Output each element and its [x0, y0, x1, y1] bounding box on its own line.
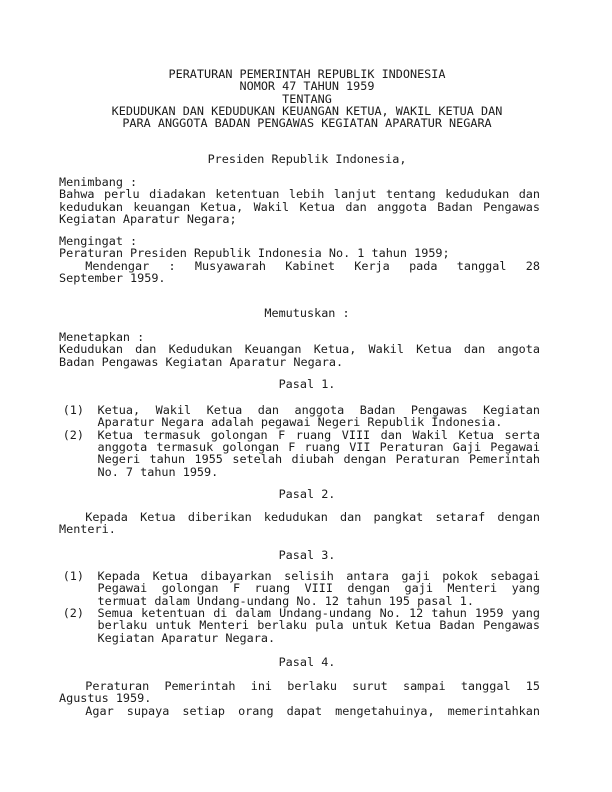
pasal-3-heading	[0, 549, 612, 561]
pasal-3-body	[59, 570, 540, 644]
item-number: (1)	[62, 569, 85, 583]
menetapkan-section	[59, 331, 540, 368]
menimbang-section	[59, 176, 540, 225]
mengingat-line: September 1959.	[59, 270, 166, 285]
paragraph-line: Kepada Ketua diberikan kedudukan dan pangkat setaraf dengan	[85, 510, 540, 524]
item-line: Ketua, Wakil Ketua dan anggota Badan Pengawas Kegiatan	[97, 403, 540, 417]
paragraph-line: Agar supaya setiap orang dapat mengetahuinya, memerintahkan	[85, 703, 540, 718]
item-line: Kegiatan Aparatur Negara.	[97, 630, 276, 645]
menetapkan-line: Badan Pengawas Kegiatan Aparatur Negara.	[59, 354, 344, 369]
title-line-1: PERATURAN PEMERINTAH REPUBLIK INDONESIA	[168, 67, 446, 81]
mengingat-section	[59, 235, 540, 284]
paragraph-line: Peraturan Pemerintah ini berlaku surut sampai tanggal 15	[85, 679, 540, 693]
menimbang-line: Bahwa perlu diadakan ketentuan lebih lanjut tentang kedudukan dan	[59, 187, 540, 202]
item-number: (1)	[62, 403, 85, 417]
pasal-2-heading	[0, 488, 612, 500]
menetapkan-line: Kedudukan dan Kedudukan Keuangan Ketua, Wakil Ketua dan angota	[59, 342, 540, 357]
item-line: Semua ketentuan di dalam Undang-undang No. 12 tahun 1959 yang	[97, 605, 540, 620]
item-line: Negeri tahun 1955 setelah diubah dengan Peraturan Pemerintah	[97, 452, 540, 467]
pasal-4-heading-line: Pasal 4.	[278, 655, 336, 669]
pasal-1-heading	[0, 378, 612, 390]
item-number: (2)	[62, 427, 85, 442]
menimbang-label: Menimbang :	[59, 175, 138, 189]
mengingat-line: Peraturan Presiden Republik Indonesia No. 1 tahun 1959;	[59, 246, 450, 261]
paragraph-line: Agustus 1959.	[59, 691, 152, 706]
paragraph-line: Menteri.	[59, 522, 116, 537]
salutation-line: Presiden Republik Indonesia,	[207, 152, 407, 166]
menetapkan-label: Menetapkan :	[59, 330, 145, 344]
title-line-3: TENTANG	[282, 91, 332, 106]
list-item	[62, 427, 541, 479]
item-line: Ketua termasuk golongan F ruang VIII dan Wakil Ketua serta	[97, 427, 540, 442]
pasal-4-body	[59, 680, 540, 717]
item-line: Aparatur Negara adalah pegawai Negeri Republik Indonesia.	[97, 415, 503, 430]
title-line-4: KEDUDUKAN DAN KEDUDUKAN KEUANGAN KETUA, WAKIL KETUA DAN	[111, 103, 503, 118]
doc-title	[0, 68, 612, 130]
menimbang-line: kedudukan keuangan Ketua, Wakil Ketua dan anggota Badan Pengawas	[59, 199, 540, 214]
item-line: Pegawai golongan F ruang VIII dengan gaji Menteri yang	[97, 581, 540, 596]
mengingat-label: Mengingat :	[59, 234, 138, 248]
list-item	[62, 403, 541, 430]
item-line: berlaku untuk Menteri berlaku pula untuk Ketua Badan Pengawas	[97, 618, 540, 633]
list-item	[62, 605, 541, 645]
mengingat-line: Mendengar : Musyawarah Kabinet Kerja pada tanggal 28	[85, 258, 540, 273]
salutation	[0, 153, 612, 165]
list-item	[62, 569, 541, 608]
pasal-3-heading-line: Pasal 3.	[278, 548, 336, 562]
pasal-1-body	[59, 404, 540, 478]
item-line: No. 7 tahun 1959.	[97, 464, 219, 479]
pasal-4-heading	[0, 656, 612, 668]
memutuskan-heading	[0, 307, 612, 319]
item-line: anggota termasuk golongan F ruang VII Peraturan Gaji Pegawai	[97, 439, 540, 454]
memutuskan-line: Memutuskan :	[264, 306, 350, 320]
pasal-2-body	[59, 511, 540, 536]
item-line: termuat dalam Undang-undang No. 12 tahun 195 pasal 1.	[97, 593, 474, 608]
item-line: Kepada Ketua dibayarkan selisih antara gaji pokok sebagai	[97, 569, 540, 583]
title-line-5: PARA ANGGOTA BADAN PENGAWAS KEGIATAN APARATUR NEGARA	[122, 116, 492, 131]
menimbang-line: Kegiatan Aparatur Negara;	[59, 211, 237, 226]
pasal-1-heading-line: Pasal 1.	[278, 377, 336, 391]
pasal-2-heading-line: Pasal 2.	[278, 487, 336, 501]
title-line-2: NOMOR 47 TAHUN 1959	[239, 79, 375, 94]
item-number: (2)	[62, 605, 85, 620]
